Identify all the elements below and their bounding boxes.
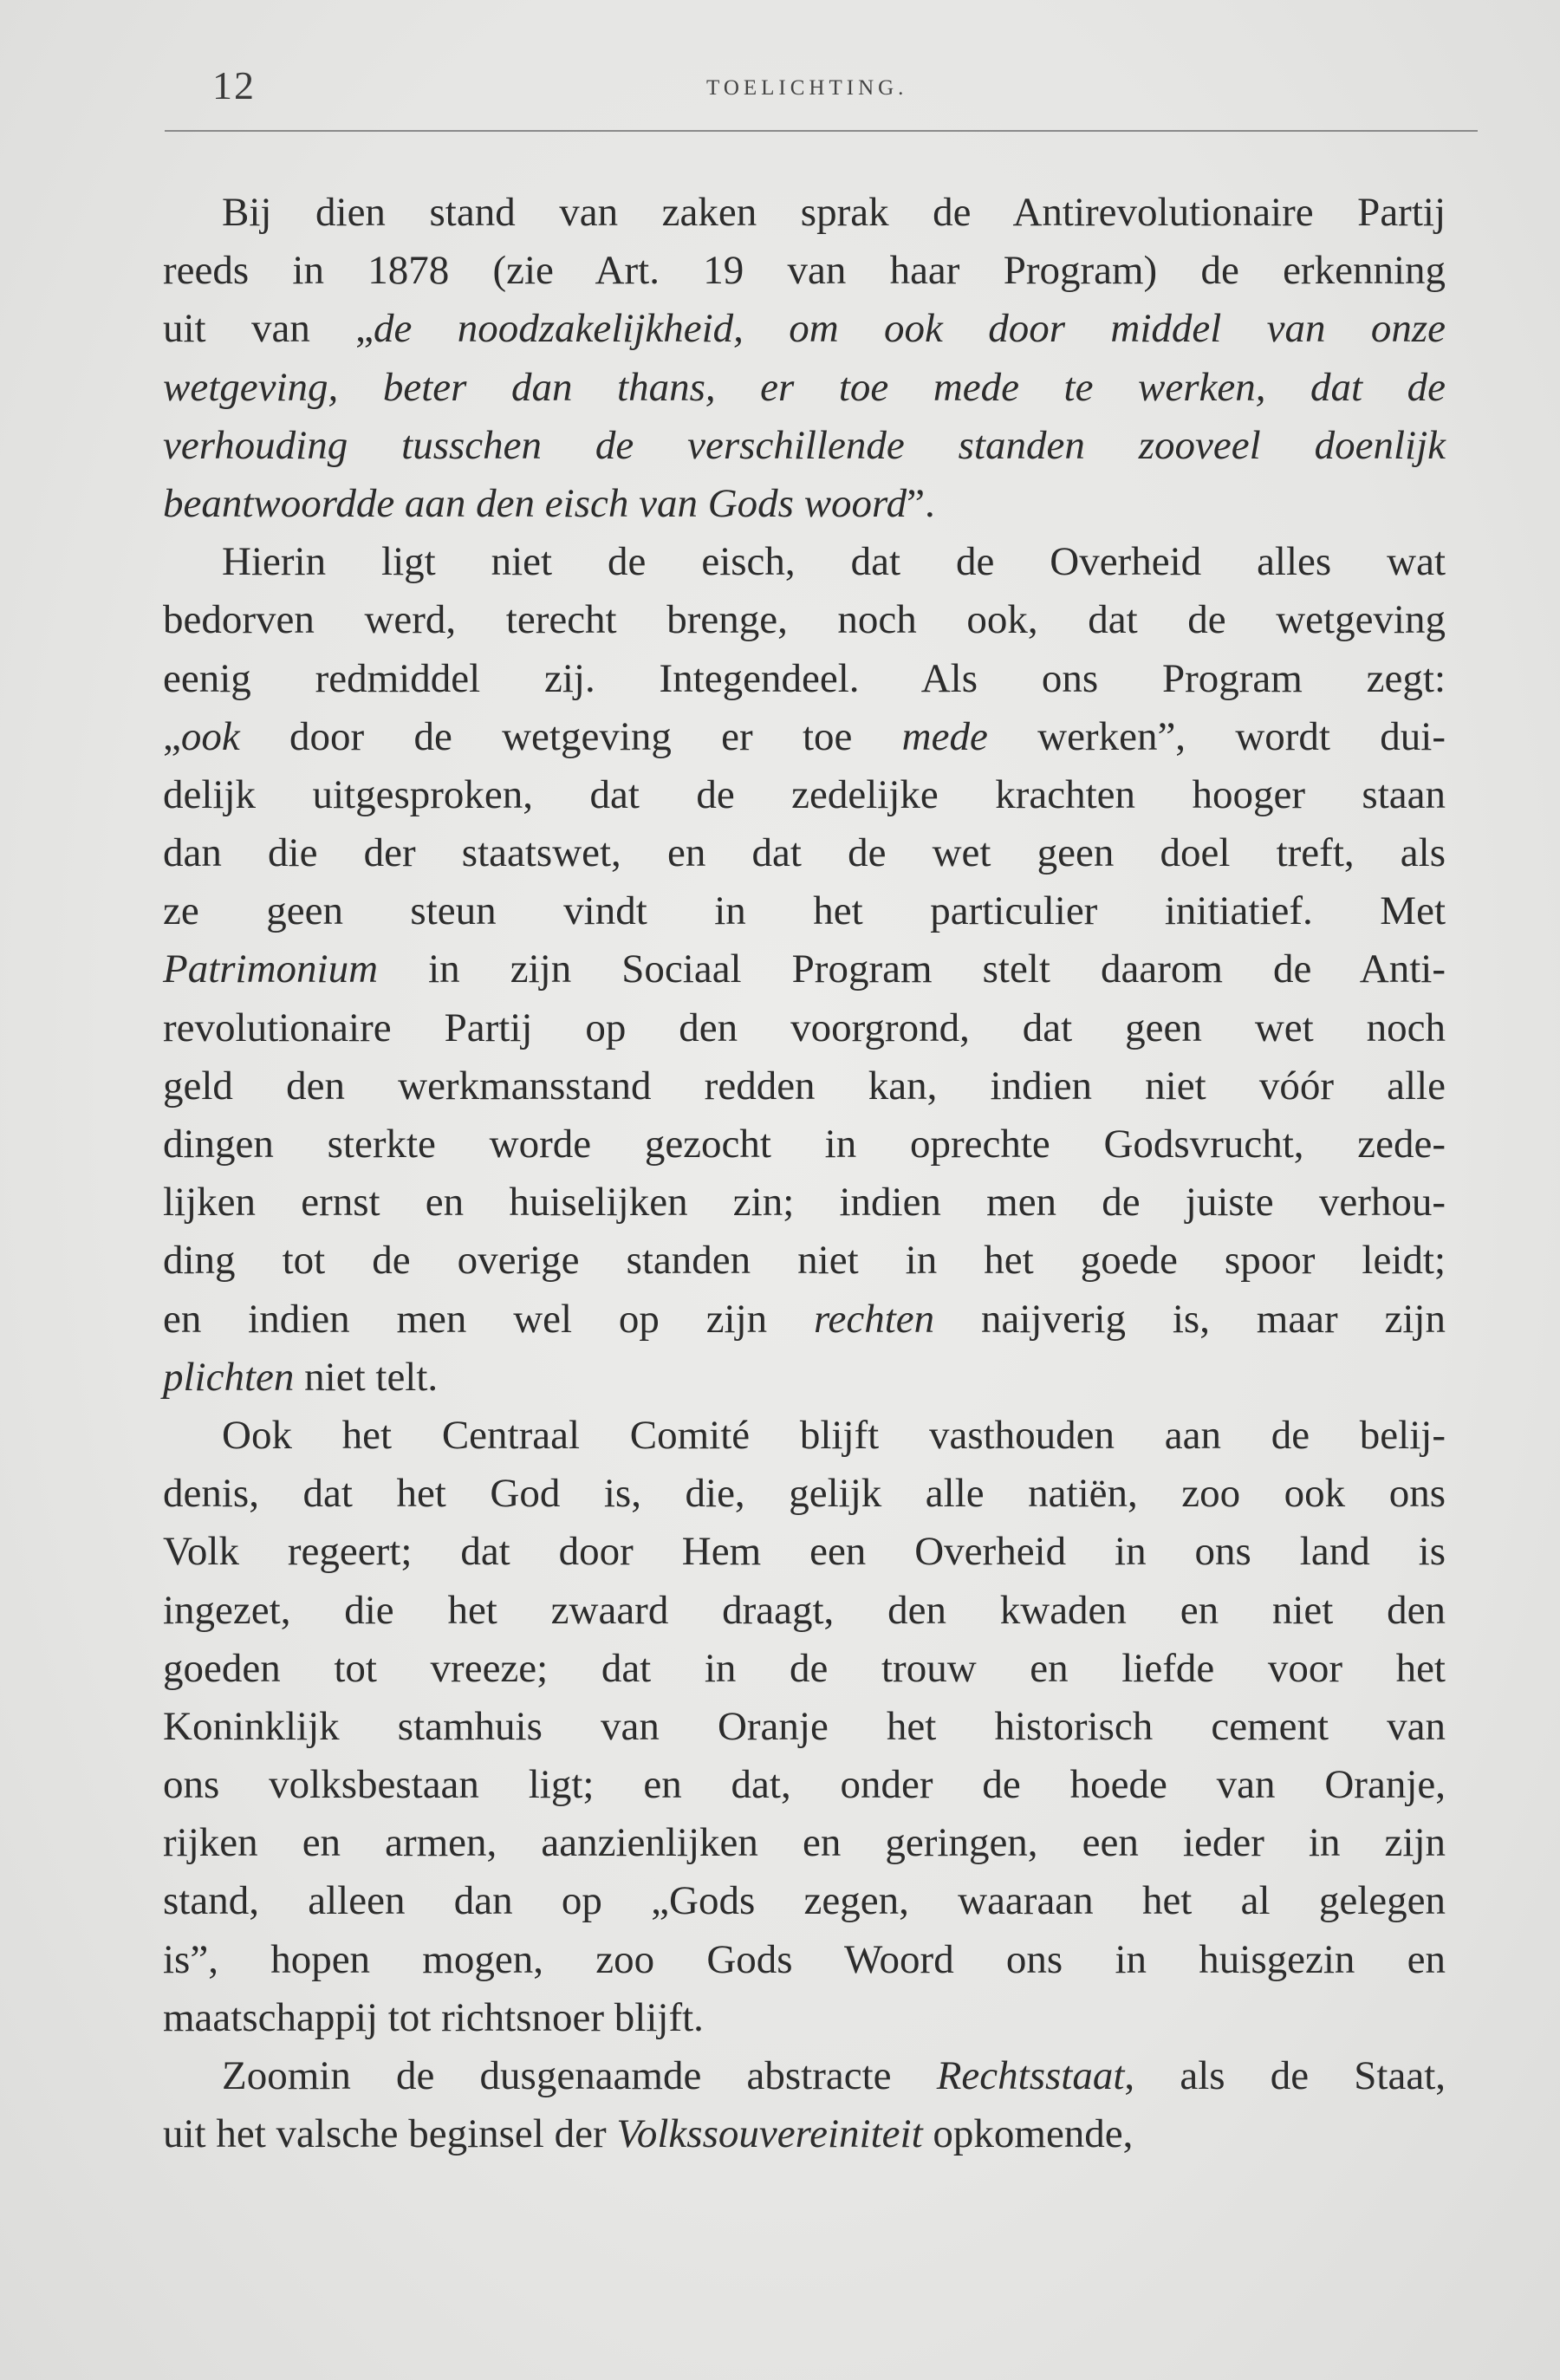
text-run: ”. — [907, 480, 935, 526]
text-run: goeden tot vreeze; dat in de trouw en liefde voor het — [163, 1645, 1446, 1691]
text-line — [163, 184, 1446, 242]
text-run: maatschappij tot richtsnoer blijft. — [163, 1994, 704, 2040]
body-text — [163, 184, 1446, 2163]
text-run: uit van „ — [163, 306, 374, 352]
text-line — [163, 1407, 1446, 1465]
text-run: Hierin ligt niet de eisch, dat de Overheid alles wat — [222, 539, 1446, 585]
italic-text: verhouding tusschen de verschillende standen zooveel doenlijk — [163, 422, 1446, 468]
text-run: naijverig is, maar zijn — [934, 1296, 1446, 1342]
text-run: lijken ernst en huiselijken zin; indien men de juiste verhou- — [163, 1180, 1446, 1226]
text-run: dingen sterkte worde gezocht in oprechte Godsvrucht, zede- — [163, 1122, 1446, 1167]
text-run: ingezet, die het zwaard draagt, den kwaden en niet den — [163, 1587, 1446, 1633]
italic-text: plichten — [163, 1354, 295, 1400]
page-number: 12 — [212, 63, 256, 107]
running-title: TOELICHTING. — [706, 76, 908, 100]
text-line — [163, 882, 1446, 940]
text-line — [163, 1232, 1446, 1290]
text-run: is”, hopen mogen, zoo Gods Woord ons in huisgezin en — [163, 1936, 1446, 1982]
text-run: , als de Staat, — [1124, 2053, 1446, 2098]
text-run: „ — [163, 713, 181, 759]
text-line — [163, 650, 1446, 708]
italic-text: Patrimonium — [163, 946, 379, 992]
text-line — [163, 1523, 1446, 1581]
text-run: delijk uitgesproken, dat de zedelijke krachten hooger staan — [163, 771, 1446, 817]
text-run: Bij dien stand van zaken sprak de Antirevolutionaire Partij — [222, 190, 1446, 235]
text-run: Volk regeert; dat door Hem een Overheid in ons land is — [163, 1529, 1446, 1575]
text-line — [163, 242, 1446, 300]
italic-text: wetgeving, beter dan thans, er toe mede te werken, dat de — [163, 364, 1446, 410]
text-line — [163, 417, 1446, 475]
text-line — [163, 1814, 1446, 1872]
text-line — [163, 1931, 1446, 1989]
text-run: werken”, wordt dui- — [987, 713, 1446, 759]
text-run: denis, dat het God is, die, gelijk alle natiën, zoo ook ons — [163, 1471, 1446, 1517]
italic-text: Volkssouvereiniteit — [616, 2111, 923, 2157]
text-line — [163, 824, 1446, 882]
running-head — [212, 62, 1478, 114]
italic-text: ook — [180, 713, 240, 759]
text-run: ons volksbestaan ligt; en dat, onder de hoede van Oranje, — [163, 1762, 1446, 1808]
text-run: stand, alleen dan op „Gods zegen, waaraan het al gelegen — [163, 1878, 1446, 1924]
text-run: ze geen steun vindt in het particulier initiatief. Met — [163, 888, 1446, 934]
text-run: niet telt. — [294, 1354, 439, 1400]
text-line — [163, 2105, 1446, 2163]
text-run: Zoomin de dusgenaamde abstracte — [222, 2053, 937, 2098]
text-line — [163, 1057, 1446, 1115]
italic-text: Rechtsstaat — [936, 2053, 1125, 2098]
text-line — [163, 591, 1446, 649]
text-line — [163, 940, 1446, 998]
text-line — [163, 533, 1446, 591]
text-line — [163, 359, 1446, 417]
paragraph — [163, 184, 1446, 533]
text-line — [163, 300, 1446, 358]
paragraph — [163, 533, 1446, 1407]
text-run: geld den werkmansstand redden kan, indien niet vóór alle — [163, 1063, 1446, 1109]
text-line — [163, 1640, 1446, 1698]
text-line — [163, 1291, 1446, 1349]
text-line — [163, 1872, 1446, 1930]
text-run: bedorven werd, terecht brenge, noch ook, dat de wetgeving — [163, 597, 1446, 643]
text-run: dan die der staatswet, en dat de wet geen doel treft, als — [163, 830, 1446, 876]
text-line — [163, 475, 1446, 533]
paragraph — [163, 2047, 1446, 2163]
text-run: ding tot de overige standen niet in het goede spoor leidt; — [163, 1238, 1446, 1284]
italic-text: mede — [901, 713, 988, 759]
paragraph — [163, 1407, 1446, 2047]
text-run: eenig redmiddel zij. Integendeel. Als ons Program zegt: — [163, 655, 1446, 701]
text-line — [163, 1582, 1446, 1640]
text-run: reeds in 1878 (zie Art. 19 van haar Program) de erkenning — [163, 248, 1446, 294]
italic-text: rechten — [813, 1296, 935, 1342]
italic-text: beantwoordde aan den eisch van Gods woord — [163, 480, 907, 526]
text-line — [163, 1756, 1446, 1814]
text-line — [163, 766, 1446, 824]
text-run: Koninklijk stamhuis van Oranje het historisch cement van — [163, 1703, 1446, 1749]
text-run: en indien men wel op zijn — [163, 1296, 814, 1342]
text-run: in zijn Sociaal Program stelt daarom de Anti- — [378, 946, 1446, 992]
text-line — [163, 1115, 1446, 1174]
text-run: Ook het Centraal Comité blijft vasthouden aan de belij- — [222, 1412, 1446, 1458]
italic-text: de noodzakelijkheid, om ook door middel van onze — [374, 306, 1446, 352]
text-line — [163, 1174, 1446, 1232]
text-line — [163, 1989, 1446, 2047]
text-line — [163, 1698, 1446, 1756]
text-line — [163, 1465, 1446, 1523]
text-run: revolutionaire Partij op den voorgrond, dat geen wet noch — [163, 1005, 1446, 1050]
text-run: door de wetgeving er toe — [239, 713, 902, 759]
header-rule — [165, 130, 1478, 132]
text-run: rijken en armen, aanzienlijken en geringen, een ieder in zijn — [163, 1820, 1446, 1866]
text-run: uit het valsche beginsel der — [163, 2111, 617, 2157]
text-run: opkomende, — [922, 2111, 1134, 2157]
text-line — [163, 708, 1446, 766]
text-line — [163, 2047, 1446, 2105]
text-line — [163, 999, 1446, 1057]
text-line — [163, 1349, 1446, 1407]
